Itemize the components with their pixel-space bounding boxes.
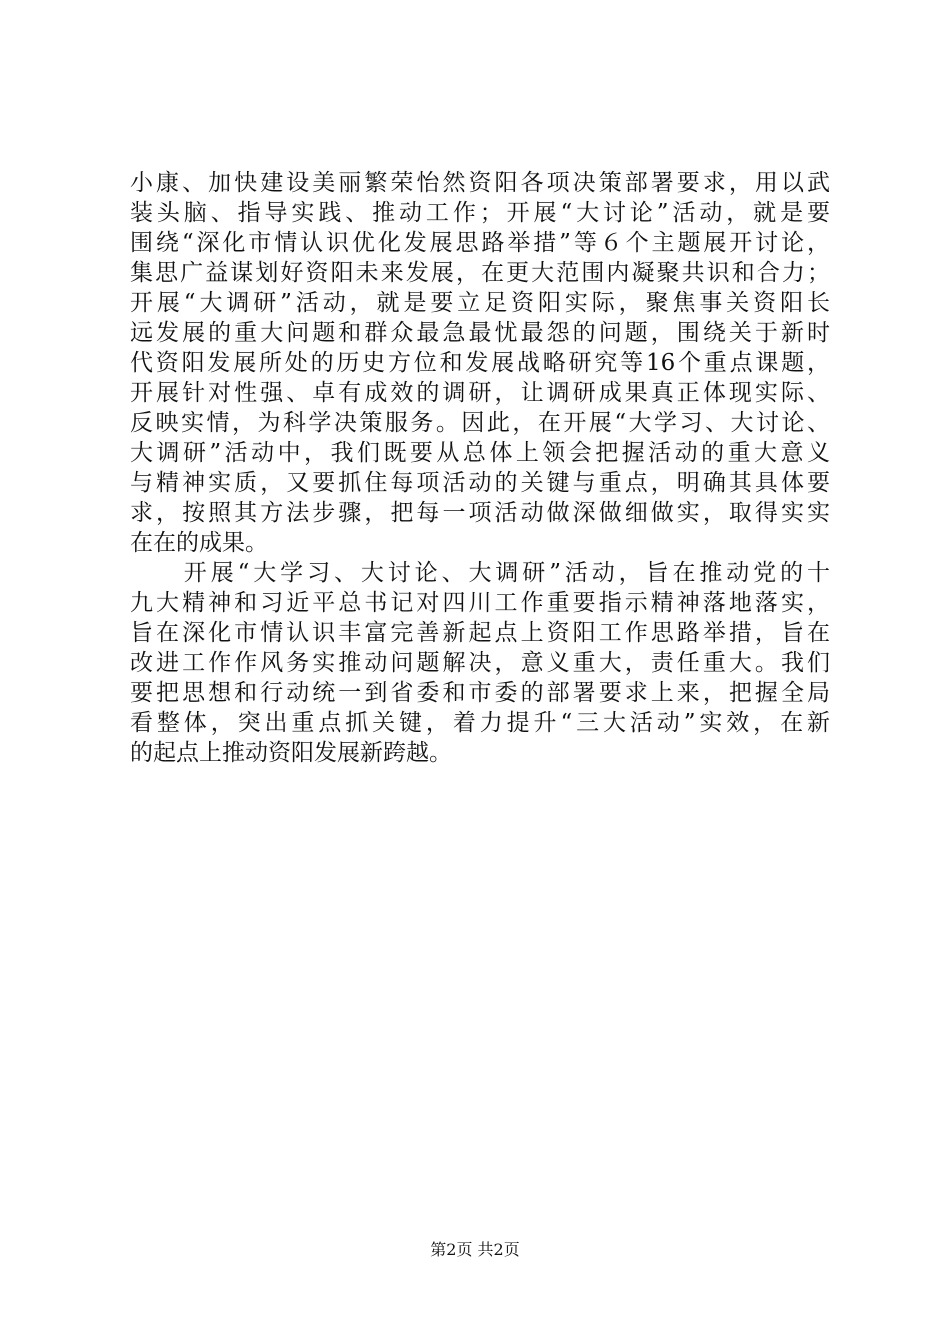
text-line: 九大精神和习近平总书记对四川工作重要指示精神落地落实， (130, 590, 830, 616)
body-text (130, 168, 830, 768)
text-line: 求，按照其方法步骤，把每一项活动做深做细做实，取得实实 (130, 500, 830, 526)
text-line: 集思广益谋划好资阳未来发展，在更大范围内凝聚共识和合力； (130, 260, 830, 286)
text-line: 装头脑、指导实践、推动工作；开展“大讨论”活动，就是要 (130, 200, 830, 226)
text-line: 改进工作作风务实推动问题解决，意义重大，责任重大。我们 (130, 650, 830, 676)
text-line: 大调研”活动中，我们既要从总体上领会把握活动的重大意义 (130, 440, 830, 466)
text-line: 小康、加快建设美丽繁荣怡然资阳各项决策部署要求，用以武 (130, 170, 830, 196)
page-number-label: 第2页 共2页 (430, 1240, 520, 1259)
text-line: 代资阳发展所处的历史方位和发展战略研究等16个重点课题， (130, 350, 830, 376)
text-line: 看整体，突出重点抓关键，着力提升“三大活动”实效，在新 (130, 710, 830, 736)
text-line: 旨在深化市情认识丰富完善新起点上资阳工作思路举措，旨在 (130, 620, 830, 646)
text-line: 的起点上推动资阳发展新跨越。 (130, 740, 452, 766)
text-line: 开展针对性强、卓有成效的调研，让调研成果真正体现实际、 (130, 380, 830, 406)
text-line: 与精神实质，又要抓住每项活动的关键与重点，明确其具体要 (130, 470, 830, 496)
text-line: 在在的成果。 (130, 530, 268, 556)
text-line: 开展“大调研”活动，就是要立足资阳实际，聚焦事关资阳长 (130, 290, 830, 316)
text-line: 反映实情，为科学决策服务。因此，在开展“大学习、大讨论、 (130, 410, 830, 436)
text-line: 远发展的重大问题和群众最急最忧最怨的问题，围绕关于新时 (130, 320, 830, 346)
text-line: 要把思想和行动统一到省委和市委的部署要求上来，把握全局 (130, 680, 830, 706)
text-line: 围绕“深化市情认识优化发展思路举措”等６个主题展开讨论， (130, 230, 830, 256)
text-line: 开展“大学习、大讨论、大调研”活动，旨在推动党的十 (130, 560, 830, 586)
page-footer (0, 1240, 950, 1260)
